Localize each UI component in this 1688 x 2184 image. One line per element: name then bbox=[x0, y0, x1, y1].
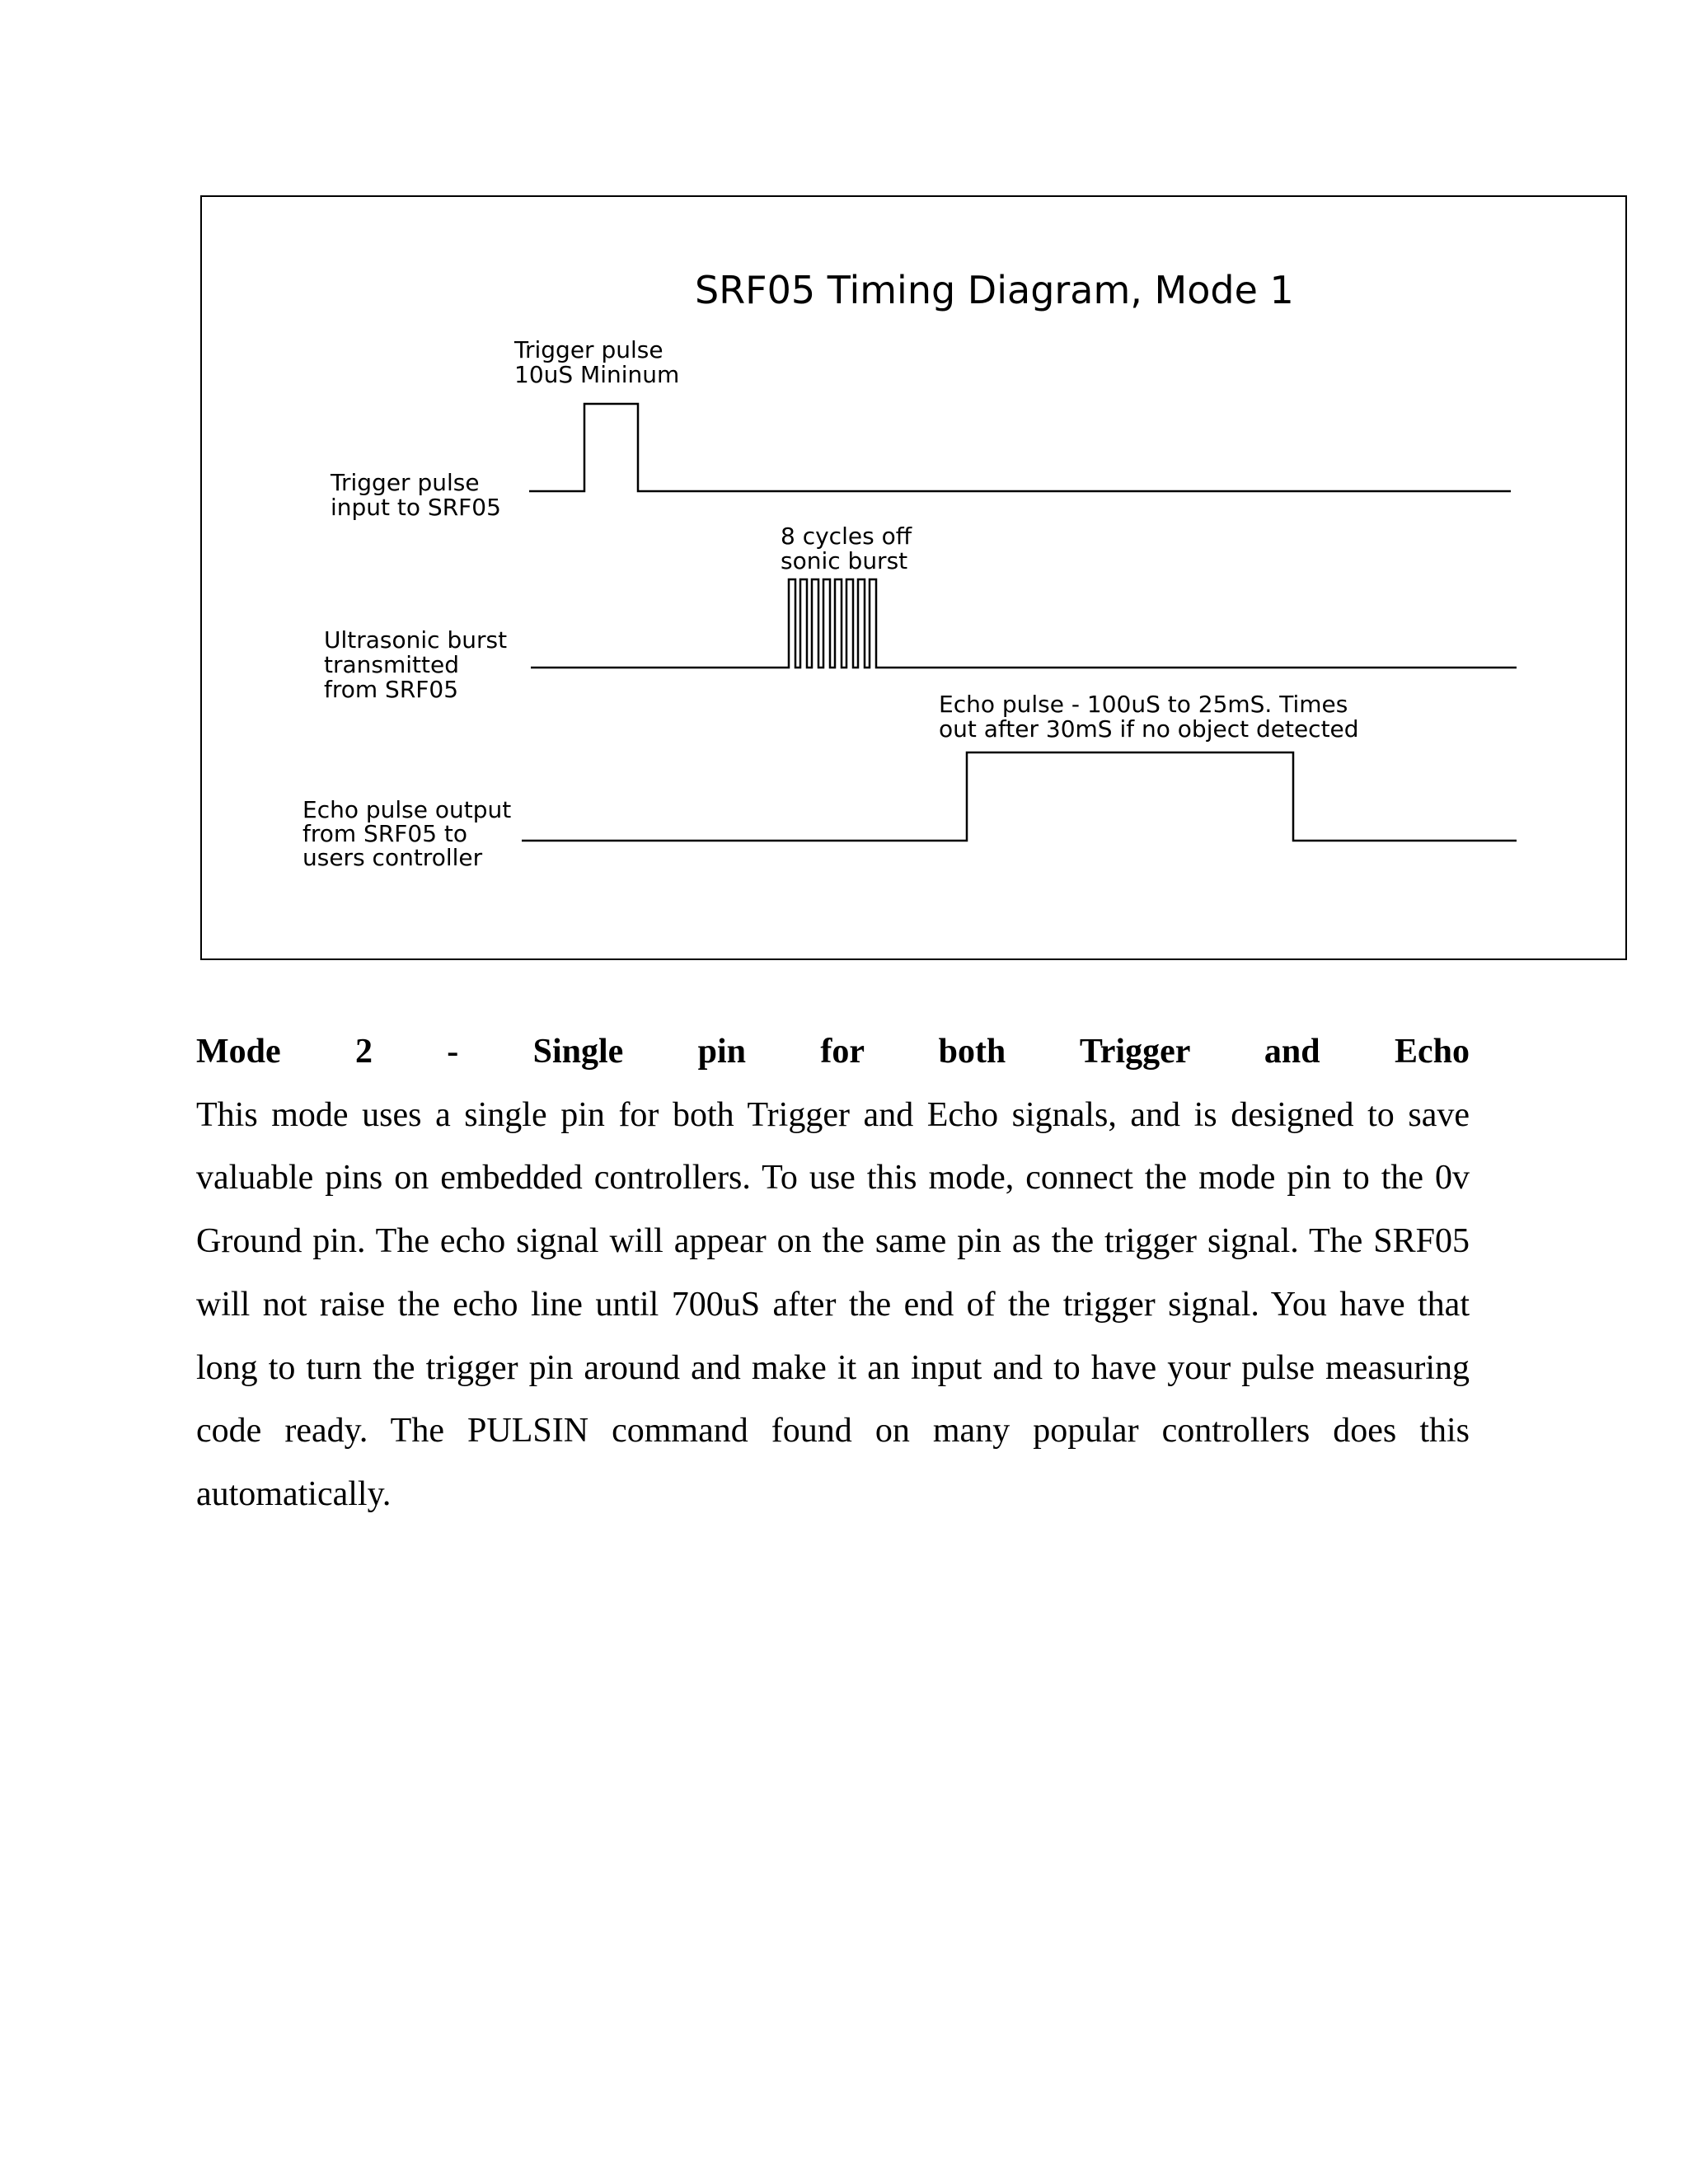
mode2-section bbox=[196, 1020, 1470, 1526]
trigger-waveform bbox=[529, 404, 1511, 491]
timing-diagram-figure bbox=[200, 195, 1627, 960]
diagram-title: SRF05 Timing Diagram, Mode 1 bbox=[695, 268, 1294, 312]
trigger-note-line1: Trigger pulse bbox=[514, 336, 663, 363]
trigger-note-line2: 10uS Mininum bbox=[514, 361, 680, 388]
burst-row-label-line2: transmitted bbox=[324, 651, 459, 678]
echo-row-label-line3: users controller bbox=[302, 844, 483, 871]
echo-waveform bbox=[522, 752, 1517, 841]
mode2-paragraph: This mode uses a single pin for both Trigger and Echo signals, and is designed to save valuable pins on embedded controllers. To use this mode, connect the mode pin to the 0v Ground pin. The echo signal will appear on the same pin as the trigger signal. The SRF05 will not raise the echo line until 700uS after the end of the trigger signal. You have that long to turn the trigger pin around and make it an input and to have your pulse measuring code ready. The PULSIN command found on many popular controllers does this automatically. bbox=[196, 1095, 1470, 1513]
echo-note-line2: out after 30mS if no object detected bbox=[939, 715, 1359, 743]
trigger-row-label-line2: input to SRF05 bbox=[331, 494, 501, 521]
echo-row-label-line1: Echo pulse output bbox=[302, 796, 512, 823]
mode2-heading: Mode 2 - Single pin for both Trigger and Echo bbox=[196, 1033, 1470, 1071]
burst-row-label-line1: Ultrasonic burst bbox=[324, 626, 508, 654]
burst-note-line2: sonic burst bbox=[781, 547, 908, 574]
echo-row-label-line2: from SRF05 to bbox=[302, 820, 468, 847]
echo-note-line1: Echo pulse - 100uS to 25mS. Times bbox=[939, 691, 1348, 718]
burst-note-line1: 8 cycles off bbox=[781, 523, 912, 550]
timing-diagram-svg bbox=[202, 197, 1629, 962]
burst-row-label-line3: from SRF05 bbox=[324, 676, 459, 703]
trigger-row-label-line1: Trigger pulse bbox=[331, 469, 480, 496]
burst-waveform bbox=[531, 579, 1517, 668]
